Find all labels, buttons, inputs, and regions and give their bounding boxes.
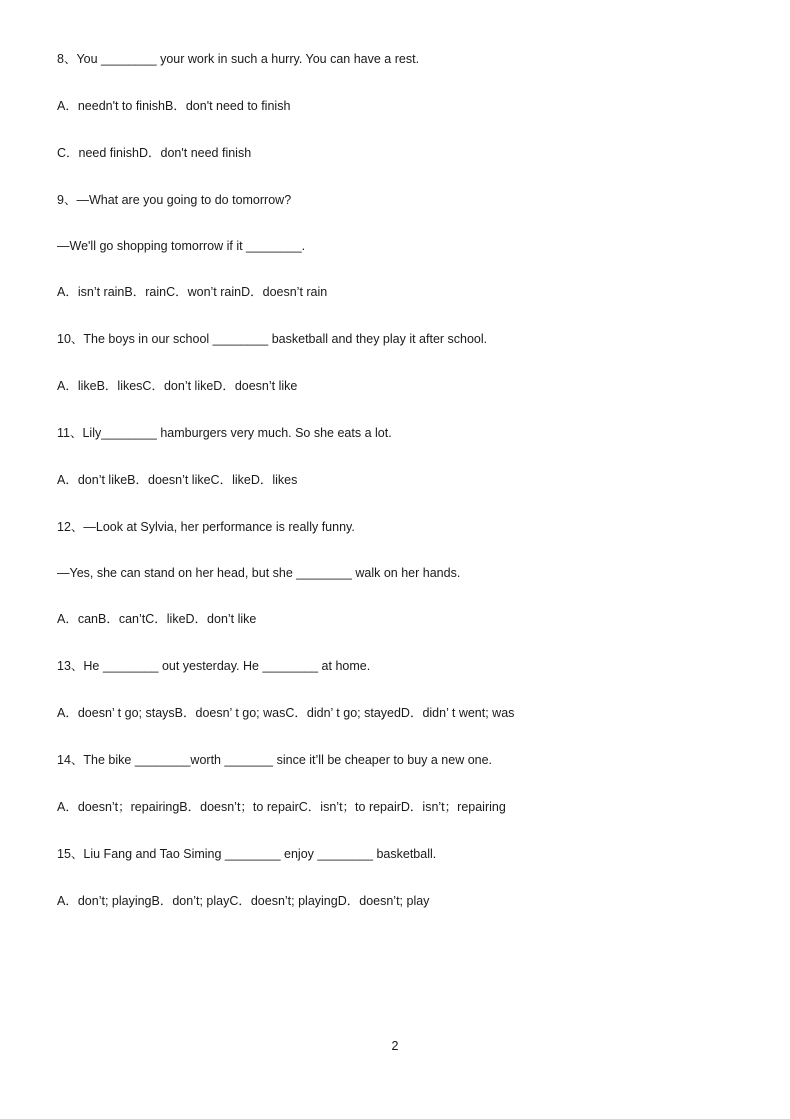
question-9-prompt: 9、—What are you going to do tomorrow? — [57, 193, 292, 207]
question-10: 10、The boys in our school ________ basketball and they play it after school. — [57, 332, 488, 346]
question-12-reply: —Yes, she can stand on her head, but she ________ walk on her hands. — [57, 566, 461, 580]
question-9-options: A．isn’t rainB．rainC．won’t rainD．doesn’t rain — [57, 285, 328, 299]
page-number: 2 — [391, 1039, 399, 1053]
question-8-options-ab: A．needn't to finishB．don't need to finish — [57, 99, 291, 113]
question-8: 8、You ________ your work in such a hurry. You can have a rest. — [57, 52, 420, 66]
question-13: 13、He ________ out yesterday. He ________ at home. — [57, 659, 371, 673]
question-11: 11、Lily________ hamburgers very much. So she eats a lot. — [57, 426, 392, 440]
question-14: 14、The bike ________worth _______ since it’ll be cheaper to buy a new one. — [57, 753, 493, 767]
question-15: 15、Liu Fang and Tao Siming ________ enjoy ________ basketball. — [57, 847, 437, 861]
question-15-options: A．don’t; playingB．don’t; playC．doesn’t; playingD．doesn’t; play — [57, 894, 430, 908]
question-9-reply: —We'll go shopping tomorrow if it ________. — [57, 239, 306, 253]
question-11-options: A．don’t likeB．doesn’t likeC．likeD．likes — [57, 473, 298, 487]
question-12-prompt: 12、—Look at Sylvia, her performance is really funny. — [57, 520, 355, 534]
question-13-options: A．doesn’ t go; staysB．doesn’ t go; wasC．didn’ t go; stayedD．didn’ t went; was — [57, 706, 515, 720]
question-12-options: A．canB．can’tC．likeD．don’t like — [57, 612, 257, 626]
question-8-options-cd: C．need finishD．don't need finish — [57, 146, 252, 160]
question-10-options: A．likeB．likesC．don’t likeD．doesn’t like — [57, 379, 298, 393]
question-14-options: A．doesn’t；repairingB．doesn’t；to repairC．isn’t；to repairD．isn’t；repairing — [57, 800, 506, 814]
